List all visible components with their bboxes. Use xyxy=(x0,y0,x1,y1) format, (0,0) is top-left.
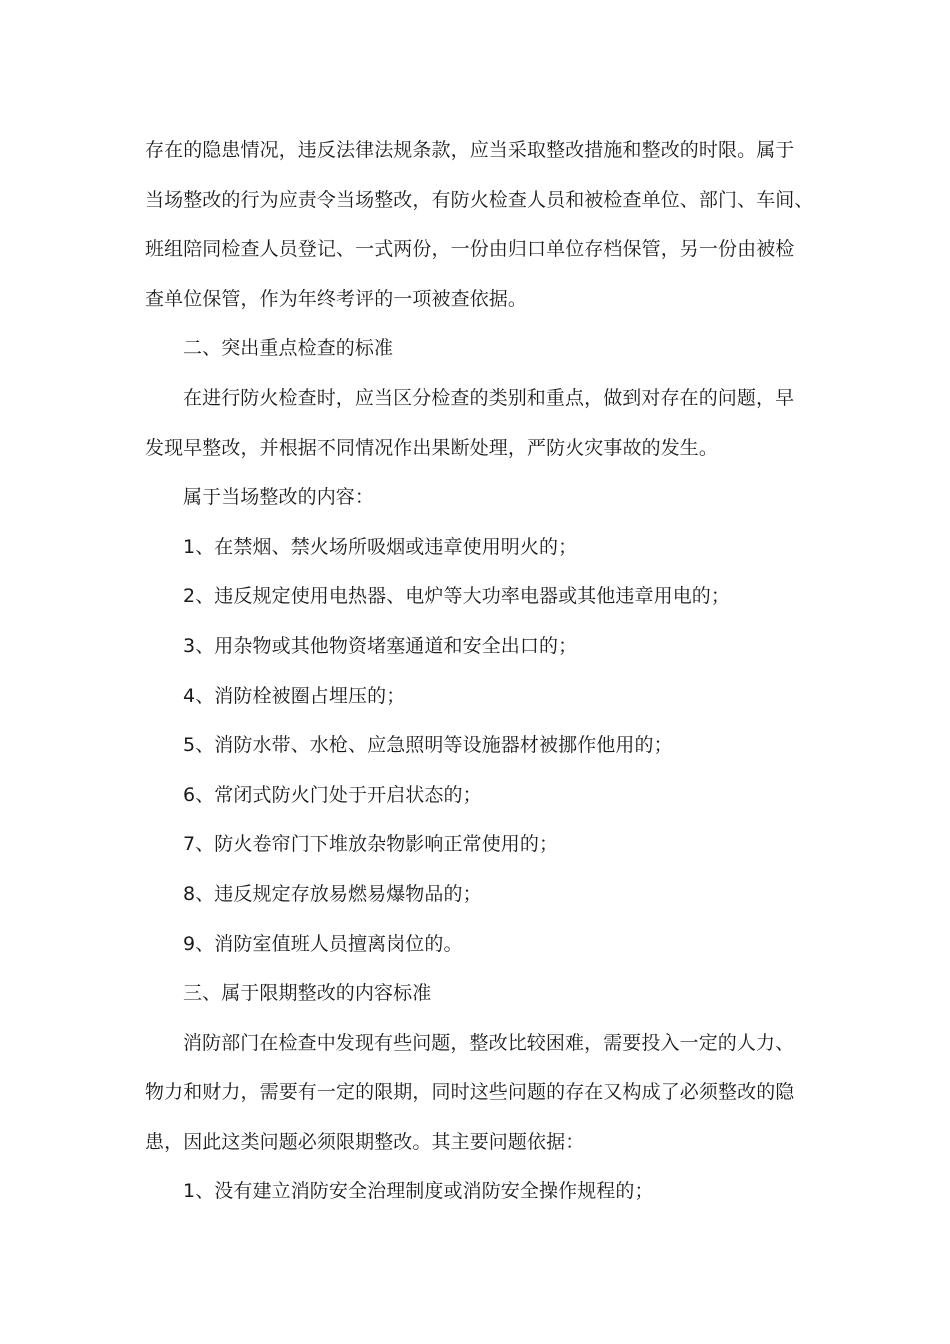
paragraph-line: 班组陪同检查人员登记、一式两份，一份由归口单位存档保管，另一份由被检 xyxy=(145,238,795,261)
list-item: 3、用杂物或其他物资堵塞通道和安全出口的； xyxy=(183,634,578,657)
list-item: 1、在禁烟、禁火场所吸烟或违章使用明火的； xyxy=(183,535,578,558)
paragraph-line: 物力和财力，需要有一定的限期，同时这些问题的存在又构成了必须整改的隐 xyxy=(145,1081,795,1104)
paragraph-line: 当场整改的行为应责令当场整改，有防火检查人员和被检查单位、部门、车间、 xyxy=(145,188,814,211)
paragraph-line: 在进行防火检查时，应当区分检查的类别和重点，做到对存在的问题，早 xyxy=(183,386,795,409)
paragraph-line: 患，因此这类问题必须限期整改。其主要问题依据： xyxy=(145,1130,585,1153)
list-item: 1、没有建立消防安全治理制度或消防安全操作规程的； xyxy=(183,1180,654,1203)
document-body xyxy=(145,126,817,1217)
list-intro: 属于当场整改的内容： xyxy=(183,486,375,509)
list-item: 6、常闭式防火门处于开启状态的； xyxy=(183,783,482,806)
paragraph-line: 存在的隐患情况，违反法律法规条款，应当采取整改措施和整改的时限。属于 xyxy=(145,139,795,161)
list-item: 5、消防水带、水枪、应急照明等设施器材被挪作他用的； xyxy=(183,734,673,757)
list-item: 7、防火卷帘门下堆放杂物影响正常使用的； xyxy=(183,833,559,856)
section-heading: 三、属于限期整改的内容标准 xyxy=(183,982,432,1005)
paragraph-line: 发现早整改，并根据不同情况作出果断处理，严防火灾事故的发生。 xyxy=(145,436,719,459)
paragraph-line: 查单位保管，作为年终考评的一项被查依据。 xyxy=(145,287,528,310)
section-heading: 二、突出重点检查的标准 xyxy=(183,337,394,360)
list-item: 8、违反规定存放易燃易爆物品的； xyxy=(183,882,482,905)
list-item: 9、消防室值班人员擅离岗位的。 xyxy=(183,932,463,955)
list-item: 2、违反规定使用电热器、电炉等大功率电器或其他违章用电的； xyxy=(183,585,730,608)
list-item: 4、消防栓被圈占埋压的； xyxy=(183,684,406,707)
paragraph-line: 消防部门在检查中发现有些问题，整改比较困难，需要投入一定的人力、 xyxy=(183,1031,795,1054)
